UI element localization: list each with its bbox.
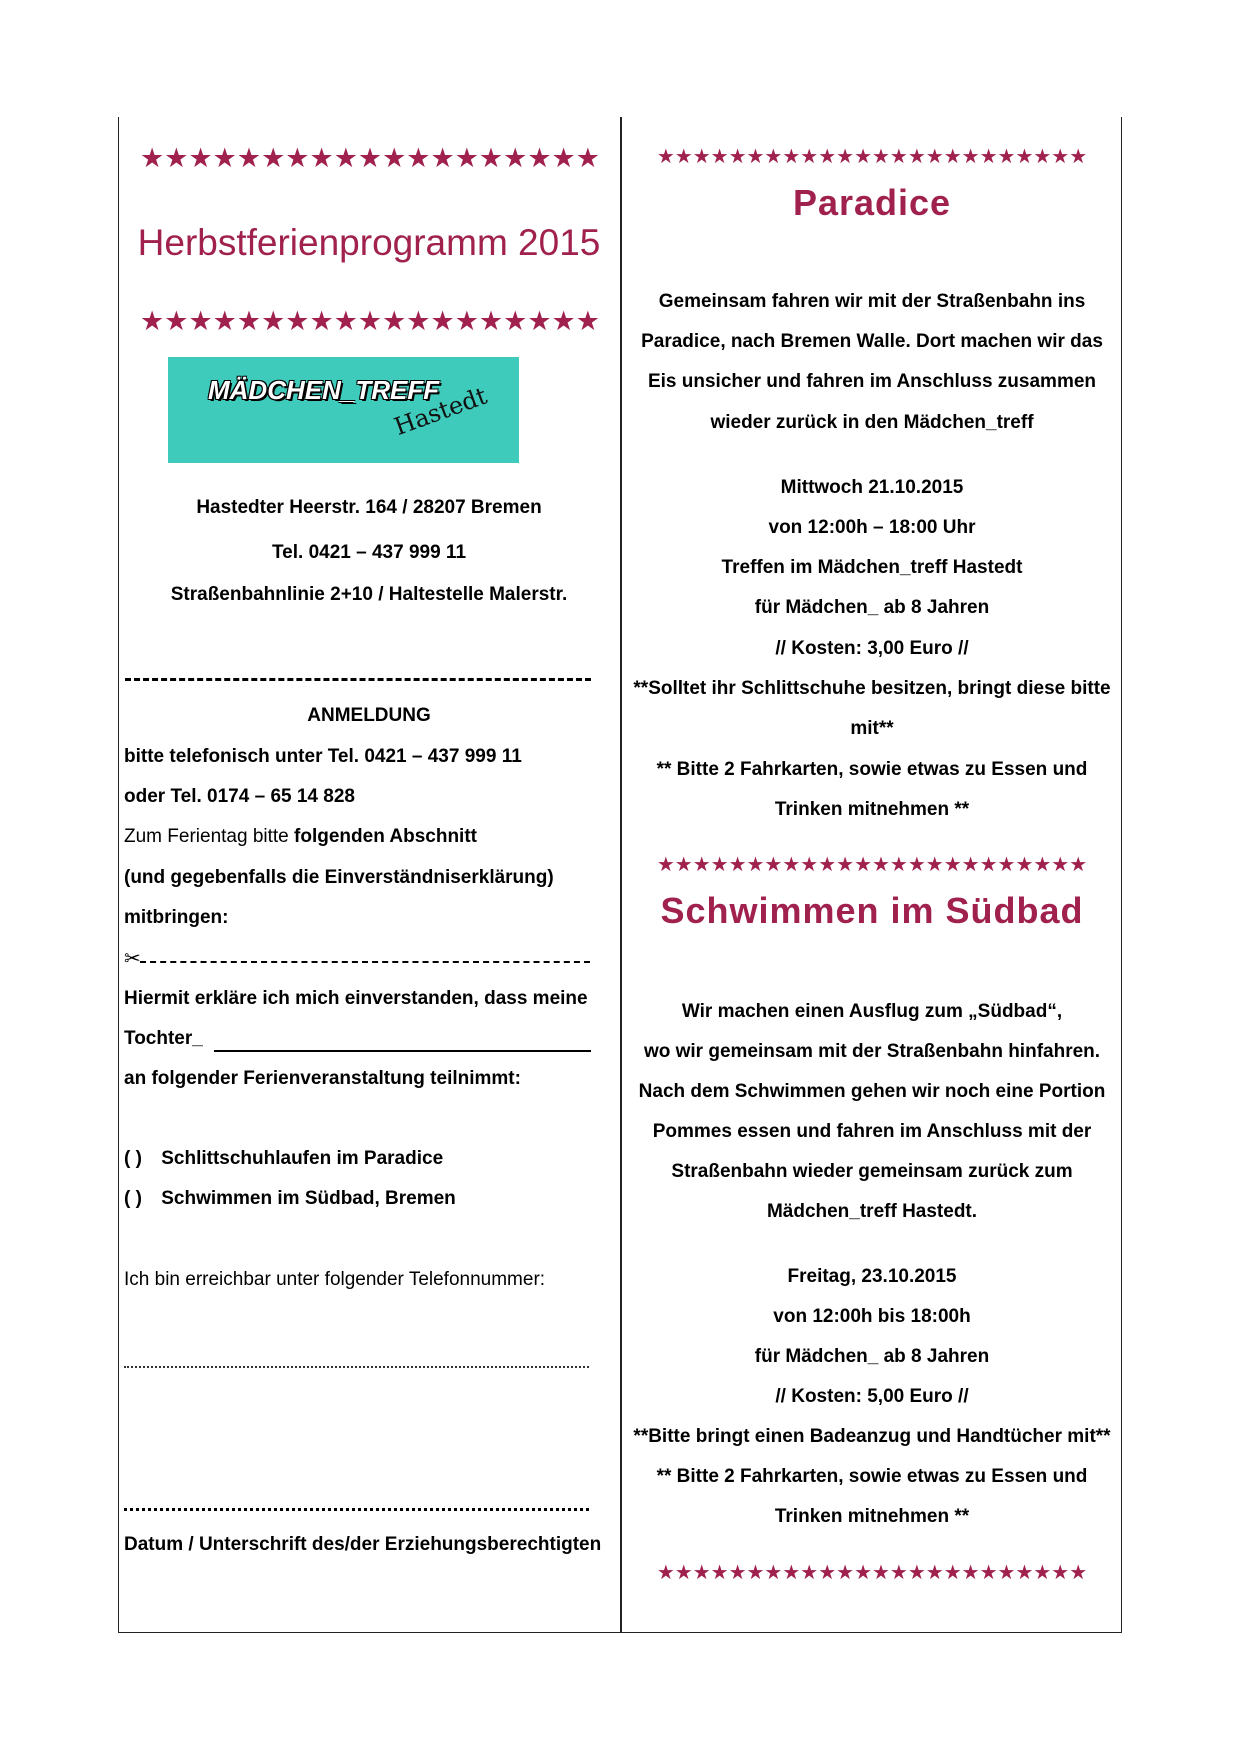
event2-note-line: Trinken mitnehmen ** bbox=[774, 1506, 970, 1527]
registration-line-1: bitte telefonisch unter Tel. 0421 – 437 999 11 bbox=[124, 746, 522, 767]
option-checkbox[interactable]: ( ) bbox=[124, 1188, 142, 1209]
registration-line-4: (und gegebenfalls die Einverständniserklärung) bbox=[124, 867, 554, 888]
logo-main-text: MÄDCHEN_TREFF bbox=[208, 375, 440, 405]
event2-desc-line: wo wir gemeinsam mit der Straßenbahn hinfahren. bbox=[643, 1041, 1101, 1062]
program-title: Herbstferienprogramm 2015 bbox=[137, 222, 601, 263]
cut-line bbox=[140, 961, 590, 963]
daughter-name-field[interactable] bbox=[214, 1050, 591, 1052]
option-label: Schwimmen im Südbad, Bremen bbox=[161, 1188, 456, 1209]
event1-cost: // Kosten: 3,00 Euro // bbox=[775, 638, 969, 659]
stars-divider-bottom-left: ★★★★★★★★★★★★★★★★★★★ bbox=[140, 306, 600, 336]
event1-desc-line: Paradice, nach Bremen Walle. Dort machen wir das bbox=[641, 331, 1103, 352]
stars-divider-right-1: ★★★★★★★★★★★★★★★★★★★★★★★★ bbox=[656, 146, 1088, 168]
address: Hastedter Heerstr. 164 / 28207 Bremen bbox=[196, 497, 542, 518]
option-checkbox[interactable]: ( ) bbox=[124, 1148, 142, 1169]
event1-desc-line: Gemeinsam fahren wir mit der Straßenbahn ins bbox=[658, 291, 1086, 312]
event1-note-line: **Solltet ihr Schlittschuhe besitzen, bringt diese bitte bbox=[633, 678, 1111, 699]
event2-desc-line: Pommes essen und fahren im Anschluss mit der bbox=[652, 1121, 1092, 1142]
event2-age: für Mädchen_ ab 8 Jahren bbox=[754, 1346, 990, 1367]
event1-note-line: Trinken mitnehmen ** bbox=[774, 799, 970, 820]
event2-time: von 12:00h bis 18:00h bbox=[773, 1306, 971, 1327]
event2-note-line: **Bitte bringt einen Badeanzug und Handtücher mit** bbox=[633, 1426, 1111, 1447]
logo-sub-text: Hastedt bbox=[390, 381, 491, 441]
dashed-separator bbox=[125, 678, 591, 681]
event2-desc-line: Straßenbahn wieder gemeinsam zurück zum bbox=[671, 1161, 1073, 1182]
transit-info: Straßenbahnlinie 2+10 / Haltestelle Malerstr. bbox=[170, 584, 568, 605]
daughter-label: Tochter_ bbox=[124, 1028, 203, 1049]
registration-line-2: oder Tel. 0174 – 65 14 828 bbox=[124, 786, 355, 807]
event2-cost: // Kosten: 5,00 Euro // bbox=[775, 1386, 969, 1407]
event2-desc-line: Nach dem Schwimmen gehen wir noch eine Portion bbox=[638, 1081, 1106, 1102]
event-title-suedbad: Schwimmen im Südbad bbox=[660, 890, 1084, 931]
option-paradice[interactable] bbox=[124, 1148, 443, 1170]
signature-label: Datum / Unterschrift des/der Erziehungsberechtigten bbox=[124, 1534, 602, 1555]
phone-number-field[interactable] bbox=[124, 1366, 589, 1368]
event1-note-line: mit** bbox=[850, 718, 894, 739]
registration-line-3 bbox=[124, 826, 477, 848]
event1-note-line: ** Bitte 2 Fahrkarten, sowie etwas zu Essen und bbox=[656, 759, 1088, 780]
maedchen-treff-logo bbox=[168, 357, 519, 463]
event1-desc-line: Eis unsicher und fahren im Anschluss zusammen bbox=[647, 371, 1097, 392]
event1-age: für Mädchen_ ab 8 Jahren bbox=[754, 597, 990, 618]
registration-heading: ANMELDUNG bbox=[307, 705, 431, 726]
event2-desc-line: Wir machen einen Ausflug zum „Südbad“, bbox=[681, 1001, 1063, 1022]
event2-note-line: ** Bitte 2 Fahrkarten, sowie etwas zu Essen und bbox=[656, 1466, 1088, 1487]
stars-divider-top-left: ★★★★★★★★★★★★★★★★★★★ bbox=[140, 143, 600, 173]
signature-field[interactable] bbox=[124, 1508, 589, 1511]
event2-date: Freitag, 23.10.2015 bbox=[787, 1266, 957, 1287]
option-label: Schlittschuhlaufen im Paradice bbox=[161, 1148, 444, 1169]
event-title-paradice: Paradice bbox=[792, 182, 952, 223]
event1-date: Mittwoch 21.10.2015 bbox=[780, 477, 964, 498]
consent-line-3: an folgender Ferienveranstaltung teilnimmt: bbox=[124, 1068, 521, 1089]
phone: Tel. 0421 – 437 999 11 bbox=[271, 542, 467, 563]
event2-desc-line: Mädchen_treff Hastedt. bbox=[766, 1201, 978, 1222]
registration-line-3-bold: folgenden Abschnitt bbox=[294, 826, 477, 847]
event1-desc-line: wieder zurück in den Mädchen_treff bbox=[710, 412, 1034, 433]
stars-divider-right-3: ★★★★★★★★★★★★★★★★★★★★★★★★ bbox=[656, 1562, 1088, 1584]
option-suedbad[interactable] bbox=[124, 1188, 456, 1210]
phone-prompt: Ich bin erreichbar unter folgender Telefonnummer: bbox=[124, 1269, 546, 1290]
consent-line-1: Hiermit erkläre ich mich einverstanden, dass meine bbox=[124, 988, 588, 1009]
registration-line-3-normal: Zum Ferientag bitte bbox=[124, 826, 295, 847]
event1-time: von 12:00h – 18:00 Uhr bbox=[768, 517, 976, 538]
scissors-icon: ✂ bbox=[124, 948, 141, 970]
stars-divider-right-2: ★★★★★★★★★★★★★★★★★★★★★★★★ bbox=[656, 854, 1088, 876]
registration-line-5: mitbringen: bbox=[124, 907, 229, 928]
event1-meeting: Treffen im Mädchen_treff Hastedt bbox=[721, 557, 1023, 578]
